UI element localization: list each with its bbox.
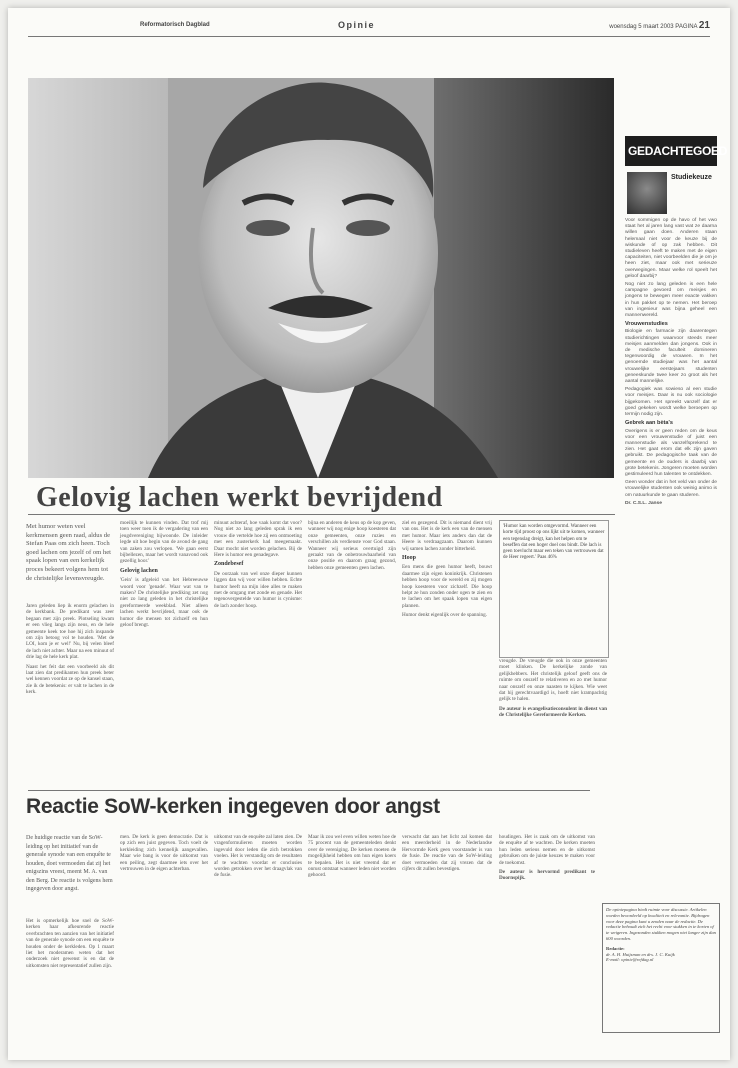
portrait-illustration <box>28 78 614 478</box>
article2-lead: De huidige reactie van de SoW-leiding op het initiatief van de generale synode van een enquête te houden, doet vermoeden dat zij het enigszins vreest, meent M. A. van den Berg. De reactie is volgens hem ingegeven door angst. <box>26 835 113 892</box>
article-paragraph: Naast het feit dat een voorbeeld als dit laat zien dat predikanten hun preek beter wel kennen voordat ze op de kansel staan, zie ik de betekenis: er valt te lachen in de kerk. <box>26 663 114 696</box>
sidebar-subheading: Vrouwenstudies <box>625 321 668 328</box>
page-date-number <box>609 20 710 31</box>
article-paragraph: Humor denkt eigenlijk over de spanning. <box>402 612 487 619</box>
article2-signature: De auteur is hervormd predikant te Doornspijk. <box>499 869 595 882</box>
author-note: De auteur is evangelisatieconsulent in dienst van de Christelijke Gereformeerde Kerken. <box>499 705 607 719</box>
sidebar-banner <box>625 136 728 166</box>
article-column-1 <box>26 603 114 699</box>
article-column-4 <box>308 520 396 574</box>
portrait-photo <box>28 78 614 478</box>
article-paragraph: De oorzaak van wel onze dieper kunnen liggen dan wij voor willen hebben. Echte humor heeft na mijn idee alles te maken met de omgang met zonde en genade. Het tegenovergestelde van humor is cynisme: de lach zonder hoop. <box>214 570 302 609</box>
article-paragraph: vreugde. De vreugde die ook in onze gemeenten moet klinken. De kerkelijke zonde van gelijkhebbers. Het christelijk geloof geeft ons de ruimte om onszelf te relativeren en zo met humor naar onszelf en onze naasten te kijken. Wie weet dat hij gerechtvaardigd is, hoeft niet krampachtig gelijk te halen. <box>499 658 607 703</box>
article2-column-2 <box>120 834 208 875</box>
article2-paragraph: houdingen. Het is zaak om de uitkomst van de enquête af te wachten. De kerken moeten hun leden serieus nemen en de uitkomst gebruiken om de juiste keuzes te maken voor de toekomst. <box>499 834 595 866</box>
info-box-editors-label: Redactie: <box>606 945 625 951</box>
author-thumbnail <box>627 172 667 214</box>
section-divider <box>28 790 590 791</box>
article2-paragraph: Het is opmerkelijk hoe snel de SoW-kerken haar afkeurende reactie overbrachten ten aanzien van het initiatief van de generale synode om een enquête te houden onder de kerkleden. Op 1 maart liet het moderamen weten dat het onderzoek niet gewenst is en dat de uitkomsten niet representatief zullen zijn. <box>26 918 114 969</box>
info-box-editors: dr. A. H. Huijsman en drs. J. C. Kuijk <box>606 951 675 957</box>
page-date: woensdag 5 maart 2003 <box>609 24 674 30</box>
sidebar-signature: Dr. C.S.L. Janse <box>625 500 662 506</box>
article2-paragraph: uitkomst van de enquête zal laten zien. De vragenformulieren moeten worden ingevuld door leden die zich betrokken voelen. Het is verstandig om de resultaten af te wachten voordat er conclusies worden getrokken over het draagvlak van de fusie. <box>214 834 302 879</box>
subheading-gelovig-lachen: Gelovig lachen <box>120 567 158 574</box>
header-rule <box>28 36 710 37</box>
sidebar-title: Studiekeuze <box>671 174 712 181</box>
article-paragraph: bijna en anderen de keus op de kop geven, wanneer wij nog enige hoop koesteren dat onze gemeenten, onze ruzies en verschillen als verdienste voor God staan. Wanneer wij serieus overtuigd zijn geraakt van de onbetrouwbaarheid van onze positie en daarom graag gezond, hebben onze gemeenten geen lachen. <box>308 520 397 571</box>
page-number: 21 <box>698 20 710 31</box>
info-box-email: E-mail: opinie@refdag.nl <box>606 957 654 963</box>
headline-rule <box>28 514 615 515</box>
sidebar-paragraph: Geen wonder dat in het veld van onder de vrouwelijke studenten ook weinig animo is om natuurkunde te gaan studeren. <box>625 480 717 498</box>
pull-quote-box: 'Humor kan worden omgevormd. Wanneer een korte tijd proost op ons lijkt uit te komen, wanneer een tegenslag dreigt, kan het helpen om te beseffen dat een hoger doel ons bindt. Die lach is geen toevlucht maar een teken van vertrouwen dat de Heer regeert.' Paas 46% <box>499 520 609 658</box>
page-header <box>28 20 710 34</box>
banner-word-1: GEDACHTE <box>628 144 693 158</box>
article-column-5 <box>402 520 492 622</box>
sidebar-subheading: Gebrek aan bèta's <box>625 420 673 427</box>
info-box-text: De opiniepagina biedt ruimte voor discussie. Artikelen worden beoordeeld op kwaliteit en relevantie. Bijdragen voor deze pagina kunt u zenden naar de redactie. De redactie behoudt zich het recht voor stukken in te korten of te weigeren. Ingezonden stukken mogen niet langer zijn dan 600 woorden. <box>606 907 716 941</box>
publication-name: Reformatorisch Dagblad <box>140 22 210 28</box>
article-lead: Met humor weten veel kerkmensen geen raad, aldus de Stefan Paas om zich heen. Toch goed lachen om jezelf of om het spaak lopen van een kerkelijk proces bekeert volgens hem tot de christelijke levensvreugde. <box>26 523 111 582</box>
opinion-info-box <box>602 903 720 1033</box>
page-label: PAGINA <box>675 24 698 30</box>
article-paragraph: Jaren geleden liep ik enorm gelachen in de kerkbank. De predikant was zeer begaan met zijn preek. Plotseling kwam er een vlieg langs zijn neus, en de hele gemeente keek toe hoe hij zich inspande om zijn betoog vol te houden. 'Met de LOI, kom je er wel!' Nu, bij velen bleef de lach niet achter. Maar na een minuut of drie lag de hele kerk plat. <box>26 603 114 661</box>
article2-column-4 <box>308 834 396 882</box>
article2-column-6 <box>499 834 595 885</box>
article-column-6 <box>499 658 607 722</box>
article-column-3 <box>214 520 302 612</box>
banner-word-2: GOED <box>692 144 728 158</box>
article-paragraph: minuut achteraf, hoe vaak komt dat voor? Nog niet zo lang geleden sprak ik een vrouw die vertelde hoe zij een ontmoeting met een zusterkerk had meegemaakt. Daar mocht niet worden gelachen. Bij de Here is humor een genadegave. <box>214 520 302 559</box>
sidebar-text <box>625 218 717 509</box>
gedachtegoed-sidebar <box>625 136 728 506</box>
article2-column-5 <box>402 834 492 875</box>
subheading-hoop: Hoop <box>402 555 417 562</box>
sidebar-paragraph: Biologie en farmacie zijn daarentegen studierichtingen waarvoor steeds meer meisjes aanmelden dan jongens. Ook in de medische faculteit domineren tegenwoordig de vrouwen. In het genoemde studiejaar was het aantal vrouwelijke eerstejaars studenten geneeskunde twee keer zo groot als het aantal mannelijke. <box>625 329 717 385</box>
article-paragraph: moeilijk te kunnen vinden. Dat trof mij toen weer toen ik de vergadering van een jeugdvereniging bijwoonde. De inleider legde uit hoe begin van de avond de gang van zaken zou verlopen. 'We gaan eerst bijbellezen, maar het wordt vanavond ook gezellig hoor.' <box>120 520 208 565</box>
article-column-2 <box>120 520 208 632</box>
sidebar-paragraph: Pedagogiek was sowieso al een studie voor meisjes. Daar is nu ook sociologie bijgekomen. Het spreekt vanzelf dat er goed gekeken wordt welke beroepen op termijn nodig zijn. <box>625 387 717 418</box>
article2-column-3 <box>214 834 302 882</box>
article-paragraph: ziel en gezegend. Dit is niemand dient vrij van ons. Het is de kerk een van de mensen met humor. Maar iets anders dan dat de Heere is verdraagzaam. Daarom kunnen wij samen lachen zonder bitterheid. <box>402 520 492 552</box>
newspaper-page <box>8 8 730 1060</box>
section-name: Opinie <box>338 20 376 30</box>
subheading-zondebesef: Zondebesef <box>214 561 244 568</box>
article2-paragraph: Maar ik zou wel even willen weten hoe de 75 procent van de gemeenteleden denkt over de vereniging. De kerken moeten de mogelijkheid hebben om hun eigen koers te bepalen. Het is niet vreemd dat er onrust ontstaat wanneer leden niet worden gehoord. <box>308 834 396 879</box>
article-paragraph: Een mens die geen humor heeft, bouwt daarmee zijn eigen koninkrijk. Christenen hebben hoop voor de wereld en zij mogen hoop koesteren voor zichzelf. Die hoop helpt ze hun zonden onder ogen te zien en te lachen om het spaak lopen van eigen plannen. <box>402 564 492 609</box>
article2-paragraph: men. De kerk is geen democratie. Dat is op zich een juist gegeven. Toch voelt de kerkleiding zich kennelijk aangevallen. Maar wie bang is voor de uitkomst van een peiling, zegt daarmee iets over het vertrouwen in de eigen achterban. <box>120 834 208 873</box>
sidebar-paragraph: Nog niet zo lang geleden is een hele campagne gevoerd om meisjes en jongens te bewegen meer exacte vakken in hun pakket op te nemen. Het beroep van ingenieur was bijna geheel een mannenwereld. <box>625 282 717 319</box>
sidebar-paragraph: Voor sommigen op de havo of het vwo staat het al jaren lang vast wat ze daarna willen gaan doen. Anderen staan helemaal niet voor de keuze bij de wiskunde of op zak hebben. Dit studieleven heeft te maken met de eigen capaciteiten, niet voorbeelden die je om je heen ziet, maar ook met serieuze overwegingen. Maar welke rol speelt het geloof daarbij? <box>625 218 717 279</box>
article2-headline: Reactie SoW-kerken ingegeven door angst <box>26 795 440 818</box>
article2-column-1 <box>26 918 114 972</box>
sidebar-paragraph: Overigens is er geen reden om de keus voor een vrouwenstudie of juist een mannenstudie als vanzelfsprekend te zien. Het gaat erom dat elk zijn gaven gebruikt. De pedagogische taak van de gemeente en de ouders is daarbij van grote betekenis. Jongeren moeten worden gestimuleerd hun talenten te ontdekken. <box>625 428 717 477</box>
article2-paragraph: verwacht dat aan het licht zal komen dat een meerderheid in de Nederlandse Hervormde Kerk geen voorstander is van de fusie. De reactie van de SoW-leiding doet vermoeden dat zij vrezen dat de cijfers dit zullen bevestigen. <box>402 834 492 873</box>
article-headline: Gelovig lachen werkt bevrijdend <box>36 482 443 513</box>
article-paragraph: 'Gein' is afgeleid van het Hebreeuwse woord voor 'genade'. Waar wat van te maken? De christelijke prediking zet nog niet zo lang geleden in het christelijke gereformeerde weekblad. Niet alleen lachen werkt bevrijdend, maar ook de humor die mensen tot zichzelf en hun geloof brengt. <box>120 577 208 629</box>
